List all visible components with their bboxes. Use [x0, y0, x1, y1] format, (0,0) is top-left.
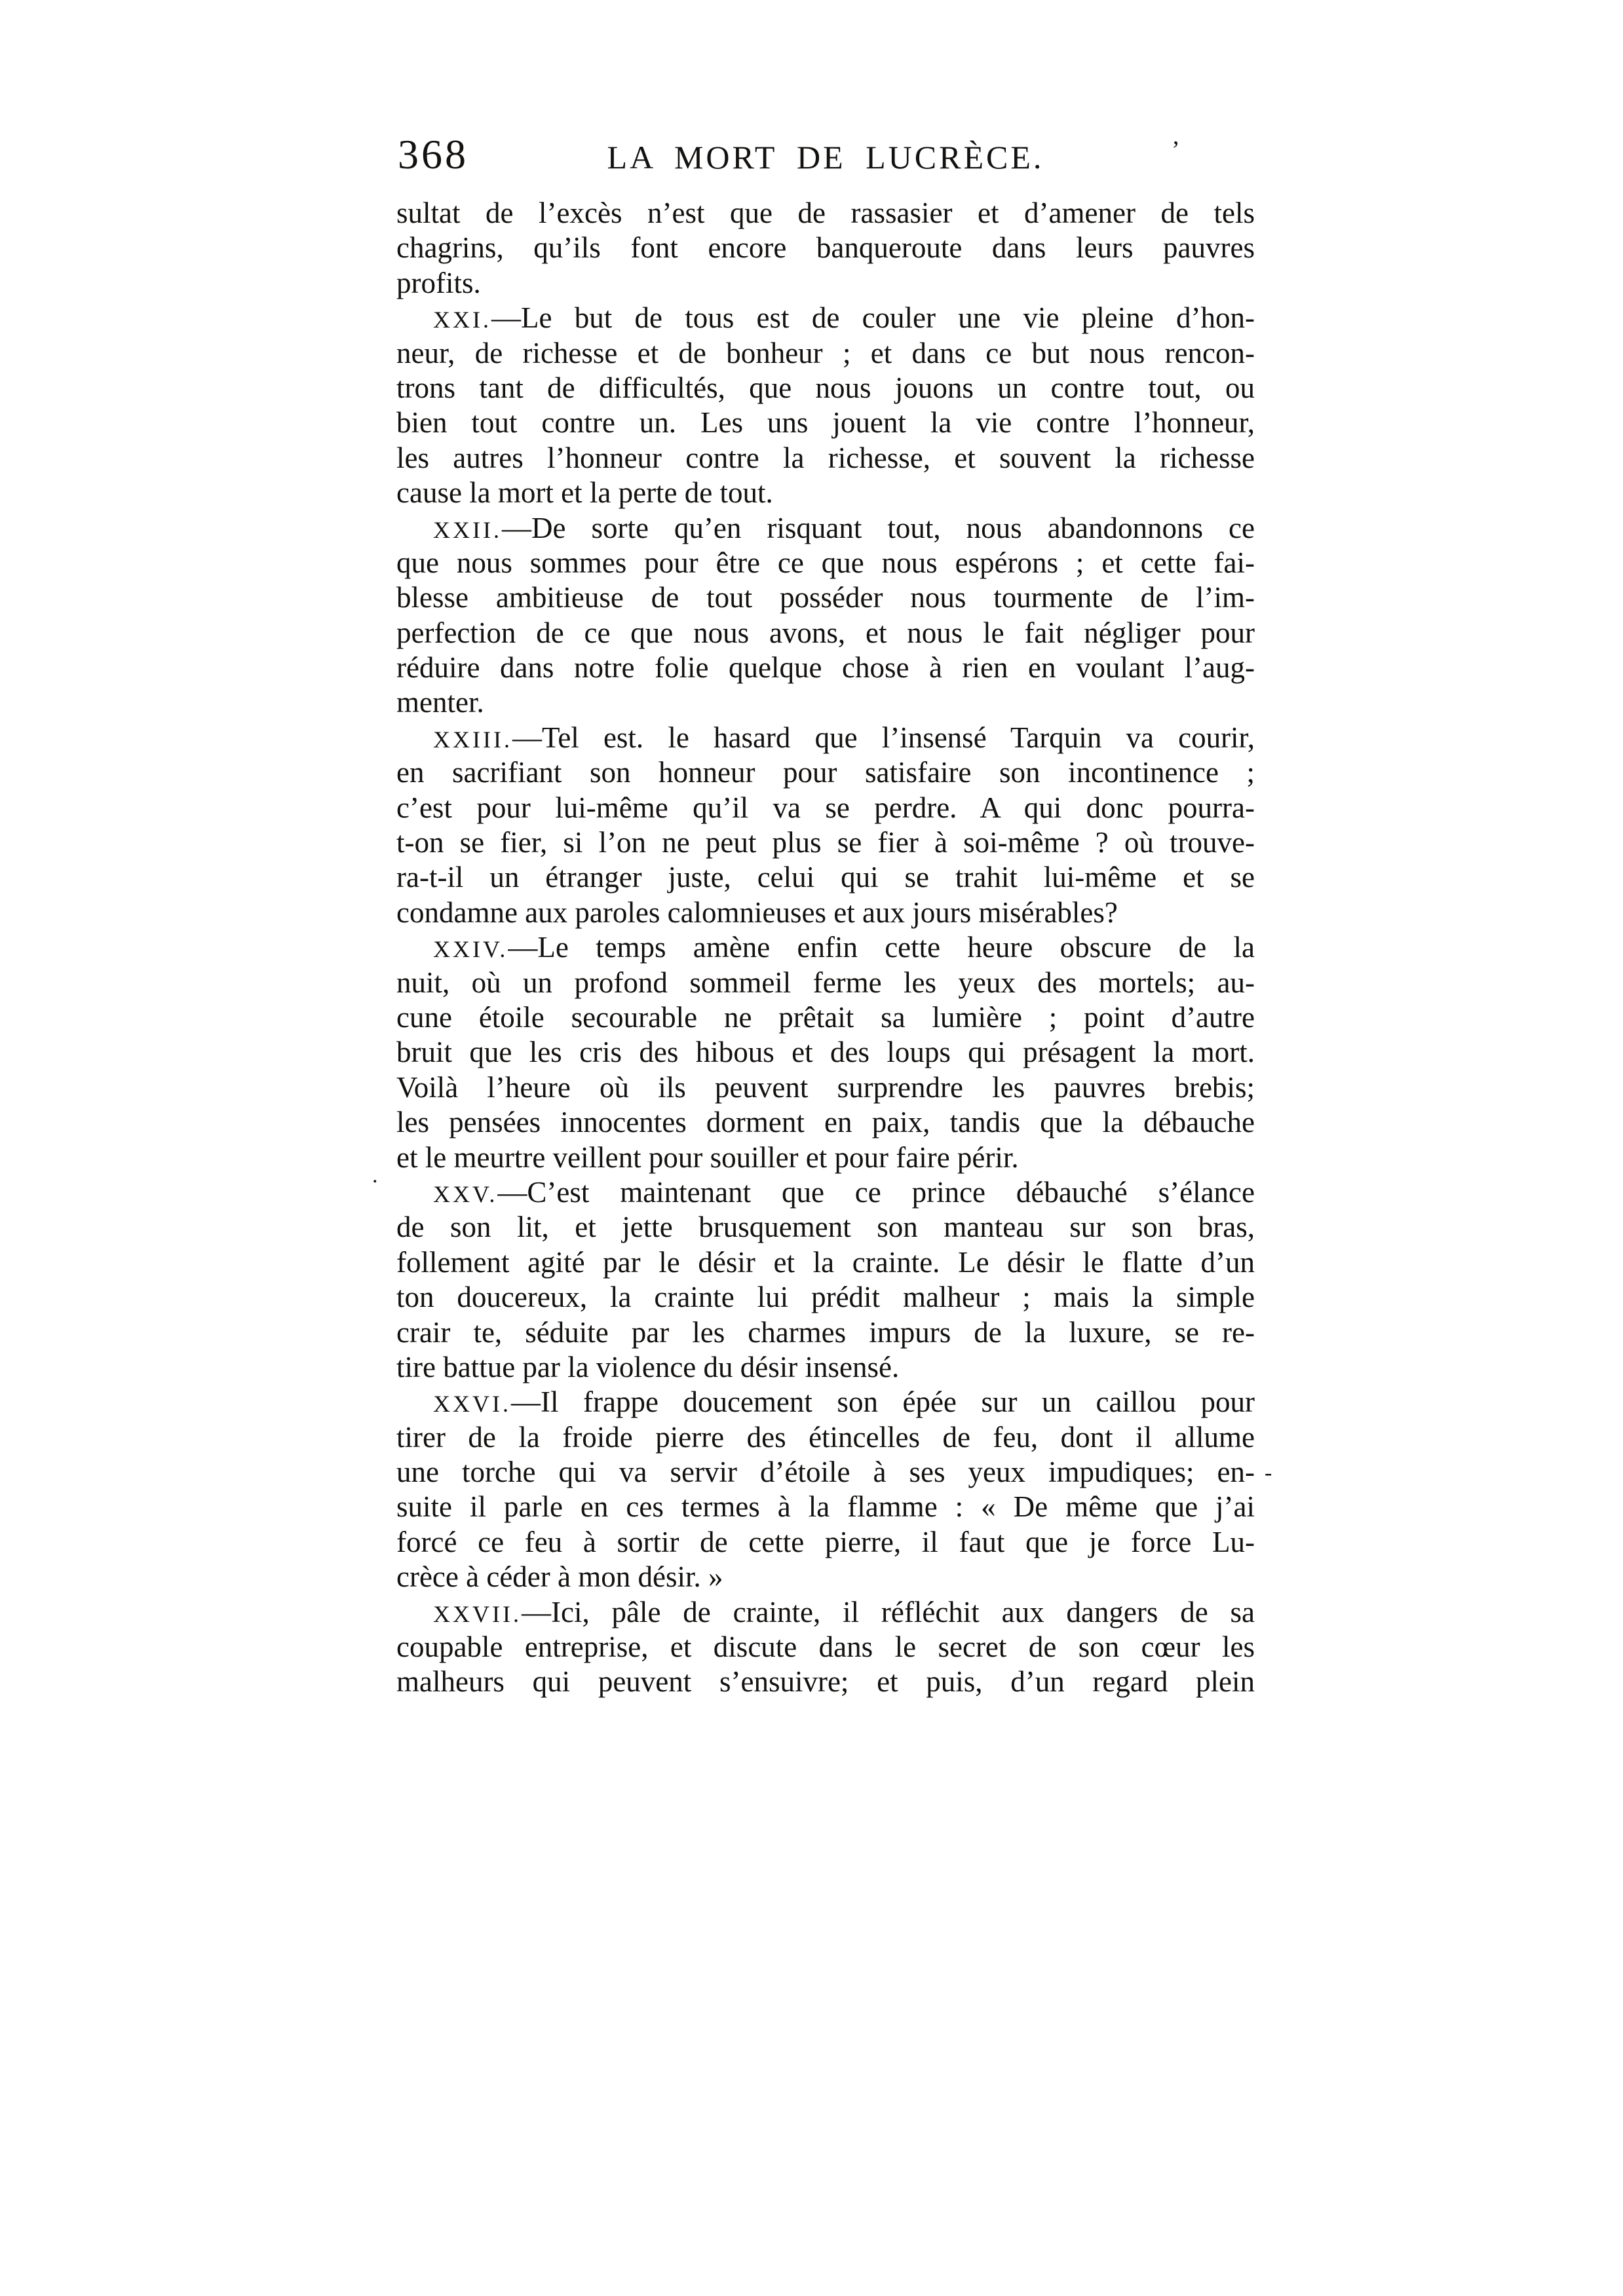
- text-line: forcé ce feu à sortir de cette pierre, il faut que je force Lu-: [396, 1525, 1255, 1558]
- text-line: condamne aux paroles calomnieuses et aux jours misérables?: [396, 895, 1118, 929]
- text-line: cause la mort et la perte de tout.: [396, 476, 773, 510]
- paragraph: [396, 1175, 1255, 1385]
- text-line: une torche qui va servir d’étoile à ses yeux impudiques; en-: [396, 1456, 1255, 1489]
- text-line: cune étoile secourable ne prêtait sa lumière ; point d’autre: [396, 1000, 1255, 1034]
- text-line: XXI.—Le but de tous est de couler une vie pleine d’hon-: [433, 301, 1255, 335]
- paragraph: [396, 511, 1255, 721]
- text-line: crèce à céder à mon désir. »: [396, 1560, 723, 1594]
- text-line: coupable entreprise, et discute dans le secret de son cœur les: [396, 1630, 1255, 1664]
- text-line: neur, de richesse et de bonheur ; et dans ce but nous rencon-: [396, 336, 1255, 369]
- text-line: que nous sommes pour être ce que nous espérons ; et cette fai-: [396, 546, 1255, 579]
- text-line: nuit, où un profond sommeil ferme les yeux des mortels; au-: [396, 966, 1255, 999]
- scan-artifact: -: [1265, 1461, 1272, 1485]
- text-line: tire battue par la violence du désir insensé.: [396, 1350, 900, 1383]
- text-line: ton doucereux, la crainte lui prédit malheur ; mais la simple: [396, 1281, 1255, 1314]
- text-line: chagrins, qu’ils font encore banqueroute dans leurs pauvres: [396, 231, 1255, 265]
- text-line: et le meurtre veillent pour souiller et pour faire périr.: [396, 1140, 1019, 1174]
- text-line: bruit que les cris des hibous et des loups qui présagent la mort.: [396, 1036, 1255, 1069]
- page-number: 368: [398, 131, 468, 178]
- paragraph: [396, 1595, 1255, 1700]
- text-line: XXVI.—Il frappe doucement son épée sur un caillou pour: [433, 1385, 1255, 1419]
- text-line: en sacrifiant son honneur pour satisfaire son incontinence ;: [396, 756, 1255, 789]
- text-line: perfection de ce que nous avons, et nous le fait négliger pour: [396, 616, 1255, 649]
- text-line: crair te, séduite par les charmes impurs de la luxure, se re-: [396, 1315, 1255, 1349]
- text-line: sultat de l’excès n’est que de rassasier et d’amener de tels: [396, 197, 1255, 229]
- paragraph: [396, 1385, 1255, 1594]
- text-line: suite il parle en ces termes à la flamme : « De même que j’ai: [396, 1490, 1255, 1524]
- text-block: [396, 196, 1255, 1700]
- section-numeral: XXIII.: [433, 726, 512, 753]
- section-numeral: XXIV.: [433, 936, 508, 963]
- text-line: follement agité par le désir et la crainte. Le désir le flatte d’un: [396, 1245, 1255, 1279]
- section-numeral: XXII.: [433, 516, 502, 543]
- paragraph: [396, 301, 1255, 510]
- paragraph: [396, 196, 1255, 301]
- scan-artifact: .: [372, 1163, 378, 1188]
- text-line: XXIII.—Tel est. le hasard que l’insensé Tarquin va courir,: [433, 721, 1255, 754]
- text-line: t-on se fier, si l’on ne peut plus se fier à soi-même ? où trouve-: [396, 826, 1255, 859]
- text-line: XXVII.—Ici, pâle de crainte, il réfléchit aux dangers de sa: [433, 1595, 1255, 1628]
- text-line: c’est pour lui-même qu’il va se perdre. A qui donc pourra-: [396, 791, 1255, 824]
- text-line: les pensées innocentes dorment en paix, tandis que la débauche: [396, 1106, 1255, 1139]
- text-line: menter.: [396, 686, 484, 719]
- paragraph: [396, 721, 1255, 930]
- text-line: Voilà l’heure où ils peuvent surprendre les pauvres brebis;: [396, 1070, 1255, 1104]
- text-line: XXIV.—Le temps amène enfin cette heure obscure de la: [433, 931, 1255, 964]
- text-line: réduire dans notre folie quelque chose à rien en voulant l’aug-: [396, 651, 1255, 685]
- section-numeral: XXI.: [433, 307, 491, 333]
- text-line: profits.: [396, 266, 481, 299]
- text-line: bien tout contre un. Les uns jouent la vie contre l’honneur,: [396, 406, 1255, 440]
- text-line: de son lit, et jette brusquement son manteau sur son bras,: [396, 1211, 1255, 1244]
- text-line: tirer de la froide pierre des étincelles de feu, dont il allume: [396, 1420, 1255, 1454]
- text-line: ra-t-il un étranger juste, celui qui se trahit lui-même et se: [396, 861, 1255, 894]
- section-numeral: XXVII.: [433, 1600, 522, 1627]
- text-line: XXII.—De sorte qu’en risquant tout, nous abandonnons ce: [433, 511, 1255, 544]
- text-line: malheurs qui peuvent s’ensuivre; et puis, d’un regard plein: [396, 1665, 1255, 1699]
- paragraph: [396, 930, 1255, 1175]
- text-line: blesse ambitieuse de tout posséder nous tourmente de l’im-: [396, 581, 1255, 614]
- running-title: LA MORT DE LUCRÈCE.: [607, 139, 1044, 176]
- scan-artifact: ’: [1172, 136, 1180, 164]
- text-line: trons tant de difficultés, que nous jouons un contre tout, ou: [396, 371, 1255, 404]
- text-line: les autres l’honneur contre la richesse, et souvent la richesse: [396, 441, 1255, 474]
- section-numeral: XXVI.: [433, 1391, 511, 1418]
- text-line: XXV.—C’est maintenant que ce prince débauché s’élance: [433, 1175, 1255, 1209]
- section-numeral: XXV.: [433, 1180, 498, 1207]
